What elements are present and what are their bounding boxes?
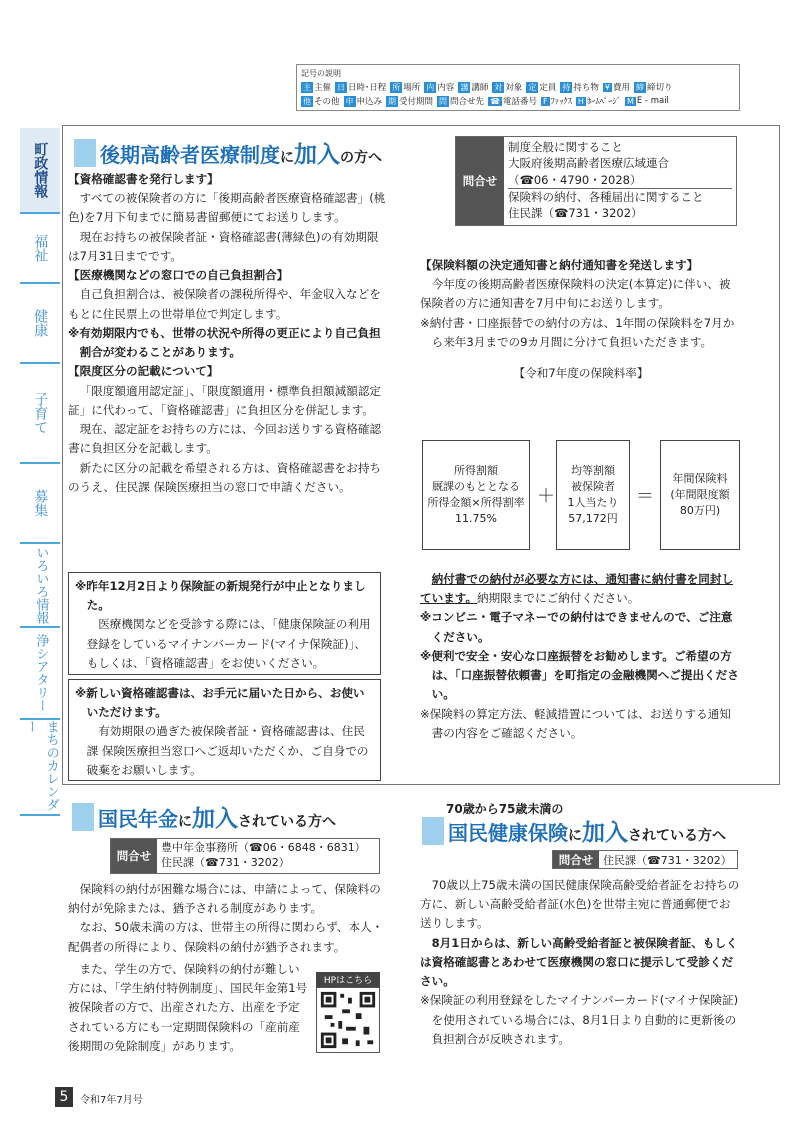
sidebar-item-town-info[interactable]: 町政情報 — [20, 128, 60, 214]
formula-per-capita: 均等割額 被保険者 1人当たり 57,172円 — [556, 440, 630, 550]
legend-symbol-icon: 対 — [494, 82, 503, 92]
title-accent-block — [74, 139, 96, 167]
sidebar-item-welfare[interactable]: 福祉 — [20, 214, 60, 284]
notice-box-insurance-card: ※昨年12月2日より保険証の新規発行が中止となりました。 医療機関などを受診する際には、「健康保険証の利用登録をしているマイナンバーカード(マイナ保険証)」、もしくは、「資格確認書」をお使いください。 — [68, 572, 381, 675]
legend-item — [386, 95, 433, 107]
rate-title: 【令和7年度の保険料率】 — [513, 366, 649, 381]
section2-inquiry-box: 問合せ 豊中年金事務所（☎06・6848・6831） 住民課（☎731・3202） — [110, 838, 380, 874]
legend-item — [492, 81, 522, 93]
legend-item — [603, 81, 630, 93]
sidebar-item-misc[interactable]: いろいろ情報 — [20, 544, 60, 628]
legend-item — [488, 95, 537, 107]
legend-item — [301, 95, 340, 107]
legend-symbol-icon: M — [626, 96, 634, 106]
legend-symbol-icon: F — [543, 96, 548, 106]
legend-label: その他 — [314, 97, 340, 107]
legend-title: 記号の説明 — [301, 69, 341, 78]
legend-item — [625, 95, 669, 107]
legend-label: ﾎｰﾑﾍﾟｰｼﾞ — [586, 97, 621, 107]
legend-label: E - mail — [636, 96, 669, 106]
section1-inquiry-box: 問合せ 制度全般に関すること 大阪府後期高齢者医療広域連合 （☎06・4790・2028） 保険料の納付、各種届出に関すること 住民課（☎731・3202） — [455, 136, 737, 226]
section3-pretitle: 70歳から75歳未満の — [446, 802, 564, 816]
qr-code-icon[interactable] — [316, 987, 380, 1053]
legend-item — [390, 81, 420, 93]
legend-item — [576, 95, 621, 107]
legend-symbol-icon: 持 — [562, 82, 571, 92]
legend-item — [424, 81, 454, 93]
legend-symbol-icon: ¥ — [604, 82, 610, 92]
legend-symbol-icon: 定 — [528, 82, 537, 92]
category-sidebar — [20, 128, 60, 816]
legend-symbol-icon: 所 — [392, 82, 401, 92]
section2-body-cont: また、学生の方で、保険料の納付が難しい方には、「学生納付特例制度」、国民年金第1号被保険者の方で、出産された方、出産を予定されている方にも一定期間保険料の「産前産後期間の免除制度」があります。 — [68, 962, 308, 1053]
legend-item — [437, 95, 484, 107]
legend-symbol-icon: 期 — [388, 96, 397, 106]
symbol-legend — [296, 64, 740, 111]
issue-label: 令和7年7月号 — [80, 1095, 143, 1106]
section1-right-column: 【保険料額の決定通知書と納付通知書を発送します】 今年度の後期高齢者医療保険料の決定(本算定)に伴い、被保険者の方に通知書を7月中旬にお送りします。 ※納付書・口座振替での納付の方は、1年間の保険料を7月から来年3月までの9カ月間に分けて負担いただきます。 【令和7年度の保険料率】 — [420, 256, 742, 383]
legend-label: 受付期間 — [399, 97, 434, 107]
legend-label: 場所 — [403, 83, 421, 93]
sidebar-item-childcare[interactable]: 子育て — [20, 364, 60, 464]
legend-symbol-icon: 主 — [303, 82, 311, 92]
plus-sign: ＋ — [537, 486, 555, 507]
qr-label: HPはこちら — [316, 972, 380, 987]
legend-label: 主催 — [314, 83, 332, 93]
legend-label: 持ち物 — [573, 83, 599, 93]
section2-title: 国民年金に加入されている方へ — [72, 800, 336, 833]
legend-item — [344, 95, 383, 107]
section3-title: 国民健康保険に加入されている方へ — [422, 814, 726, 847]
legend-item — [634, 81, 673, 93]
legend-label: 対象 — [505, 83, 523, 93]
legend-row — [301, 81, 735, 93]
sidebar-item-theater[interactable]: 浄シアタリー — [20, 628, 60, 720]
legend-symbol-icon: 締 — [635, 82, 644, 92]
legend-label: 申込み — [356, 97, 383, 107]
sidebar-item-health[interactable]: 健康 — [20, 284, 60, 364]
legend-label: 日時･日程 — [348, 83, 387, 93]
legend-item — [335, 81, 386, 93]
legend-label: ﾌｧｯｸｽ — [550, 97, 572, 107]
legend-item — [301, 81, 331, 93]
inquiry-label: 問合せ — [456, 137, 504, 225]
legend-item — [526, 81, 556, 93]
legend-row — [301, 95, 735, 107]
legend-label: 講師 — [471, 83, 489, 93]
legend-label: 費用 — [612, 83, 630, 93]
legend-symbol-icon: 他 — [303, 96, 311, 106]
legend-label: 定員 — [539, 83, 557, 93]
legend-symbol-icon: 講 — [460, 82, 469, 92]
section3-inquiry-box: 問合せ 住民課（☎731・3202） — [552, 850, 738, 869]
formula-income-portion: 所得割額 厩課のもととなる 所得金額×所得割率 11.75% — [422, 440, 530, 550]
legend-symbol-icon: 問 — [439, 96, 448, 106]
notice-box-new-certificate: ※新しい資格確認書は、お手元に届いた日から、お使いいただけます。 有効期限の過ぎた被保険者証・資格確認書は、住民課 保険医療担当窓口へご返却いただくか、ご自身での破棄をお願いします。 — [68, 679, 381, 781]
legend-item — [541, 95, 572, 107]
legend-label: 締切り — [646, 83, 673, 93]
legend-label: 電話番号 — [503, 97, 538, 107]
legend-label: 問合せ先 — [450, 97, 485, 107]
legend-item — [458, 81, 488, 93]
section2-body: 保険料の納付が困難な場合には、申請によって、保険料の納付が免除または、猶予される制度があります。 なお、50歳未満の方は、世帯主の所得に関わらず、本人・配偶者の所得により、保険料の納付が猶予されます。 — [68, 882, 384, 954]
section1-title: 後期高齢者医療制度に加入の方へ — [74, 136, 382, 169]
page-number: 5 — [55, 1087, 73, 1107]
legend-label: 内容 — [437, 83, 455, 93]
legend-symbol-icon: 申 — [345, 96, 354, 106]
sidebar-item-recruit[interactable]: 募集 — [20, 464, 60, 544]
equals-sign: ＝ — [636, 486, 654, 507]
legend-symbol-icon: 内 — [426, 82, 435, 92]
legend-item — [560, 81, 599, 93]
legend-symbol-icon: ☎ — [490, 96, 501, 106]
section3-body: 70歳以上75歳未満の国民健康保険高齢受給者証をお持ちの方に、新しい高齢受給者証(水色)を世帯主宛に普通郵便でお送りします。 8月1日からは、新しい高齢受給者証と被保険者証、もしくは資格確認書とあわせて医療機関の窓口に提示して受診ください。 ※保険証の利用登録をしたマイナンバーカード(マイナ保険証)を使用されている場合には、8月1日より自動的に更新後の負担割合が反映されます。 — [420, 878, 740, 1046]
section1-payment-notes: 納付書での納付が必要な方には、通知書に納付書を同封しています。納期限までにご納付ください。 ※コンビニ・電子マネーでの納付はできませんので、ご注意ください。 ※便利で安全・安心な口座振替をお勧めします。ご希望の方は、「口座振替依頼書」を町指定の金融機関へご提出ください。 ※保険料の算定方法、軽減措置については、お送りする通知書の内容をご確認ください。 — [420, 572, 739, 740]
legend-symbol-icon: H — [577, 96, 584, 106]
qr-code-block[interactable] — [316, 972, 380, 1056]
legend-symbol-icon: 日 — [337, 82, 346, 92]
formula-annual-premium: 年間保険料 (年間限度額 80万円) — [660, 440, 740, 550]
section1-left-column: 【資格確認書を発行します】 すべての被保険者の方に「後期高齢者医療資格確認書」(桃色)を7月下旬までに簡易書留郵便にてお送りします。 現在お持ちの被保険者証・資格確認書(薄緑色)の有効期限は7月31日までです。 【医療機関などの窓口での自己負担割合】 自己負担割合は、被保険者の課税所得や、年金収入などをもとに住民票上の世帯単位で判定します。 ※有効期限内でも、世帯の状況や所得の更正により自己負担割合が変わることがあります。 【限度区分の記載について】 「限度額適用認定証」、「限度額適用・標準負担額減額認定証」に代わって、「資格確認書」に負担区分を併記します。 現在、認定証をお持ちの方には、今回お送りする資格確認書に負担区分を記載します。 新たに区分の記載を希望される方は、資格確認書をお持ちのうえ、住民課 保険医療担当の窓口で申請ください。 — [68, 172, 386, 494]
sidebar-item-calendar[interactable]: まちのカレンダー — [20, 720, 60, 816]
